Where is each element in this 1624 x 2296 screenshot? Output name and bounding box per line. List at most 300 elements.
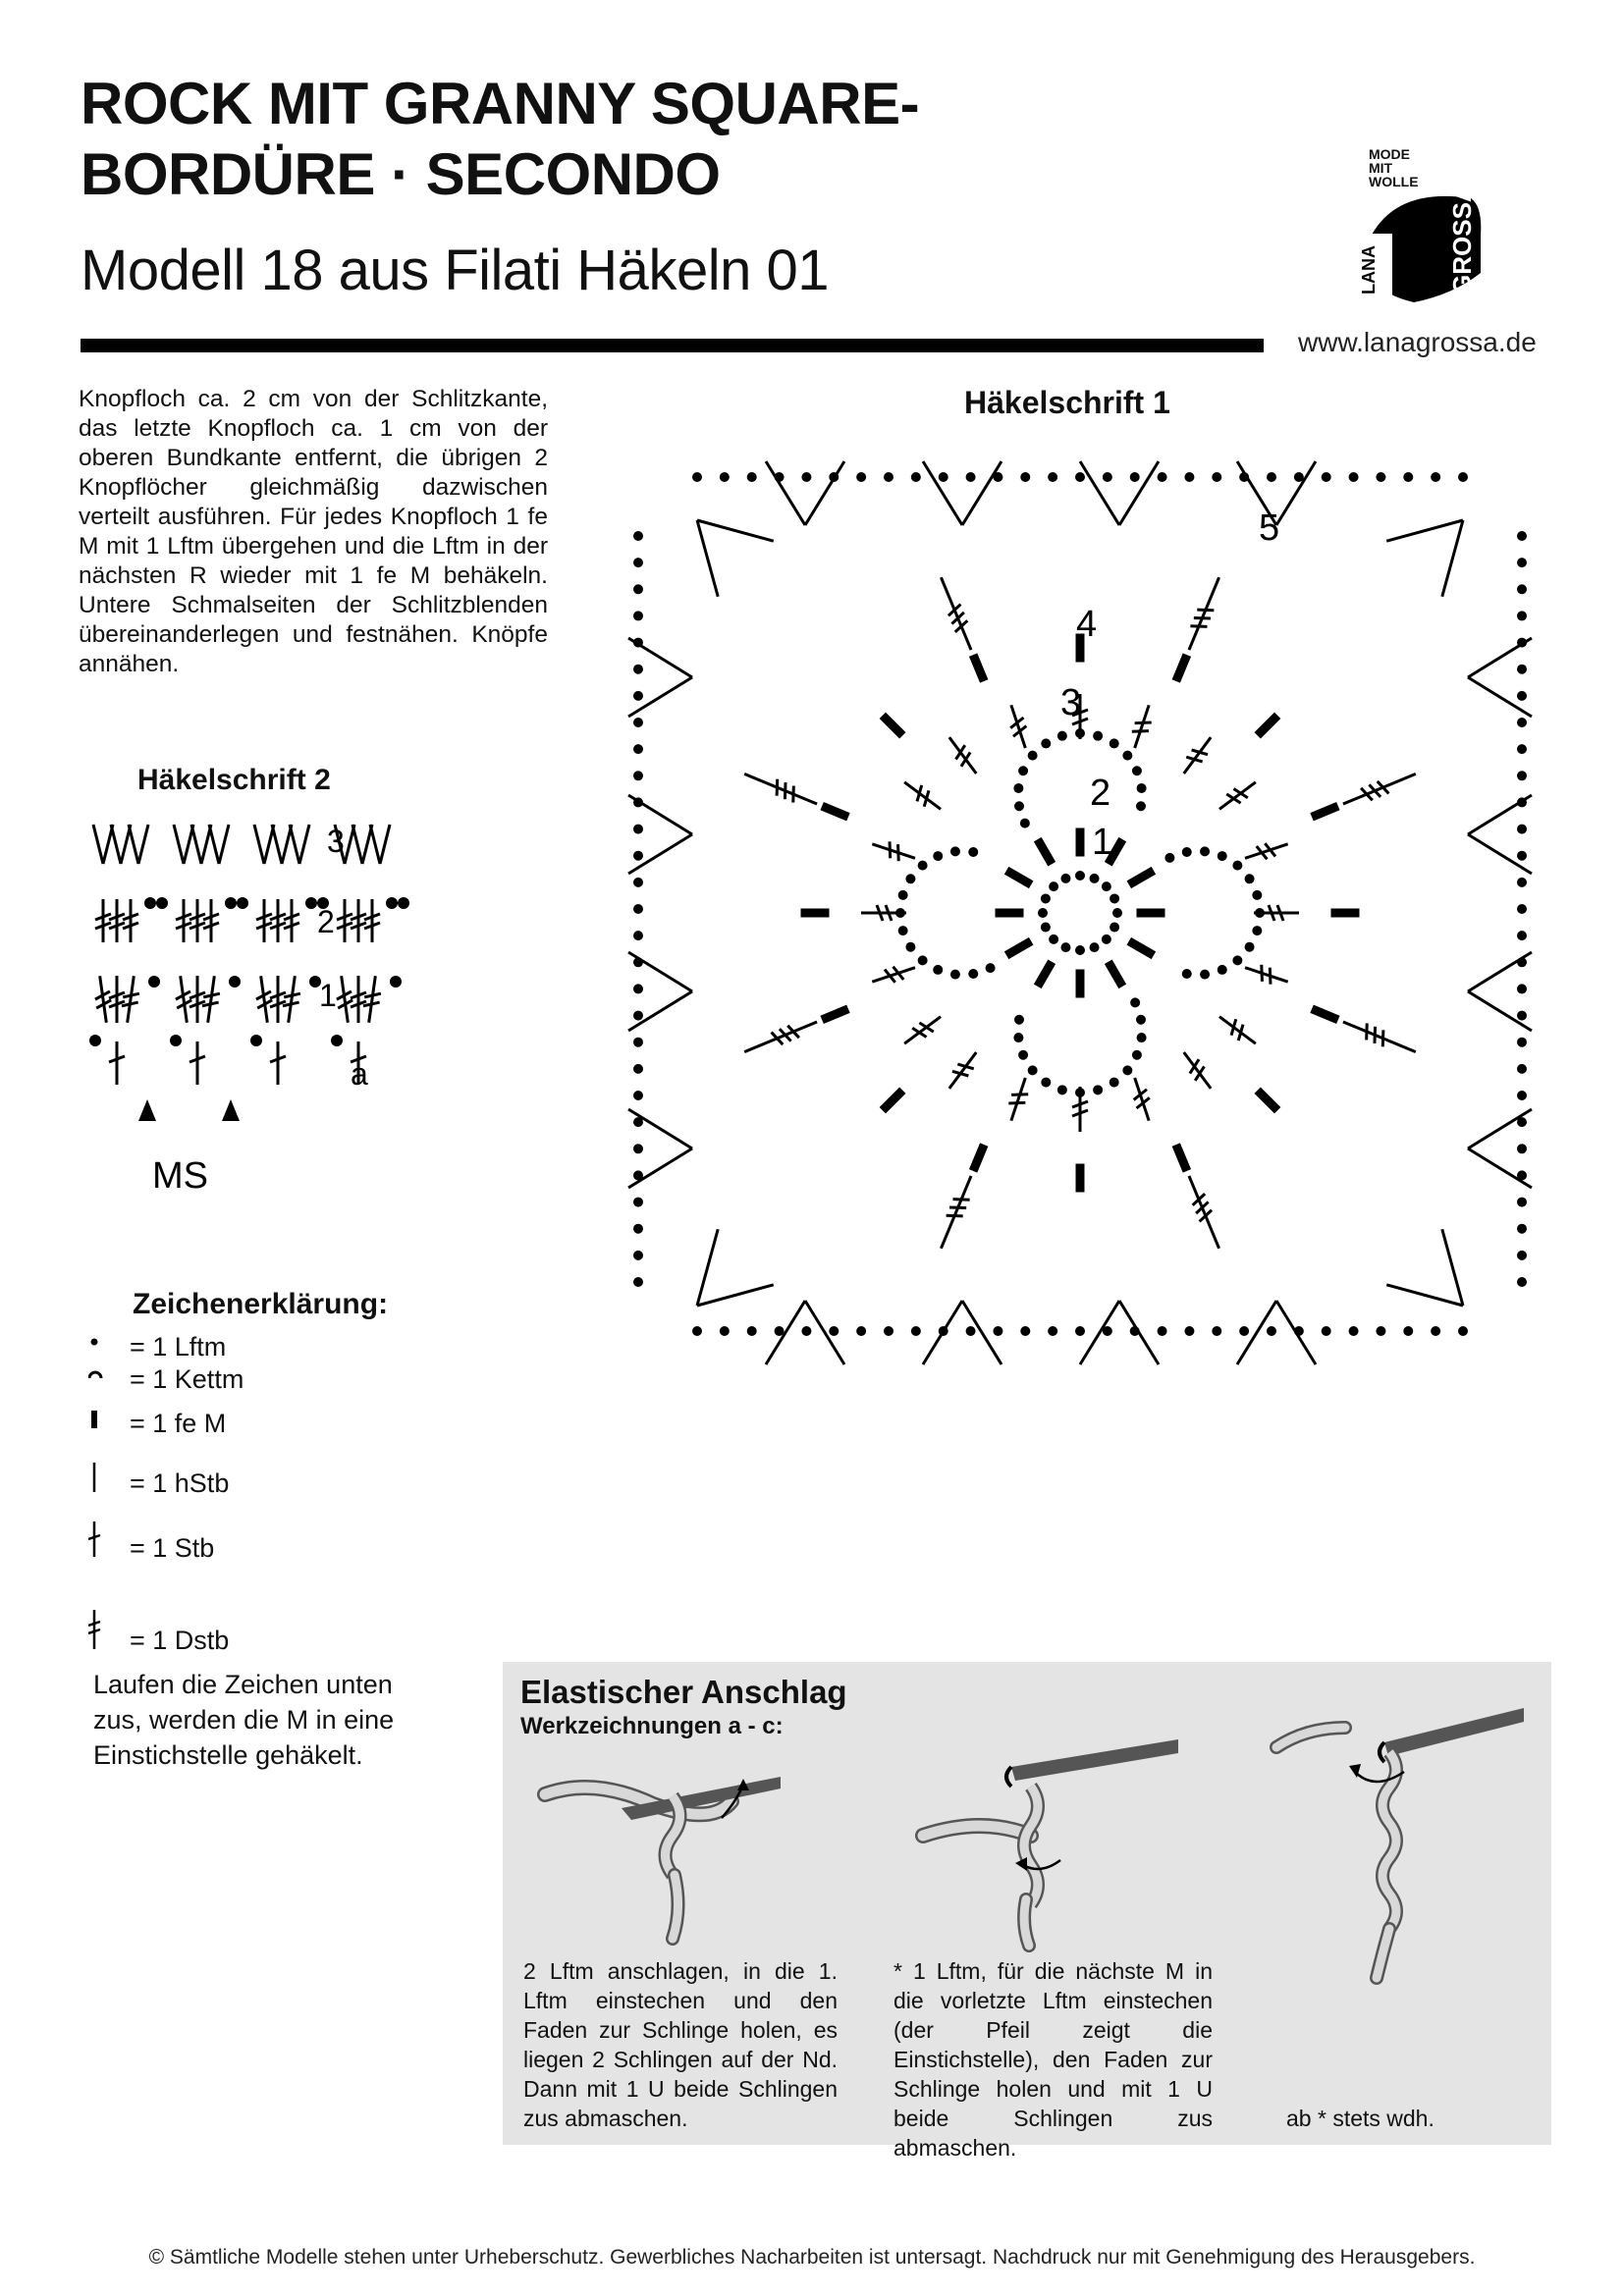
chain-stitch: [1028, 751, 1037, 760]
double-crochet-stitch: [1127, 703, 1157, 751]
chain-stitch: [634, 559, 643, 567]
chain-stitch: [1218, 852, 1226, 861]
double-crochet-stitch: [364, 899, 380, 942]
chain-stitch: [1518, 1038, 1527, 1046]
double-crochet-stitch: [1254, 905, 1299, 921]
chain-stitch: [1518, 1118, 1527, 1127]
repeat-label: MS: [152, 1155, 208, 1197]
corner-cluster: [1386, 493, 1490, 597]
chain-stitch: [1245, 875, 1254, 883]
chain-stitch: [1041, 923, 1050, 932]
chain-stitch: [1158, 473, 1166, 482]
double-crochet-stitch: [861, 905, 906, 921]
chain-stitch: [911, 1327, 920, 1336]
chain-stitch: [1518, 1011, 1527, 1020]
chain-stitch: [1518, 1198, 1527, 1206]
chain-stitch: [857, 1327, 866, 1336]
double-crochet-stitch: [256, 899, 272, 942]
double-crochet-stitch: [1177, 732, 1217, 777]
chain-stitch: [1518, 932, 1527, 940]
chain-stitch: [898, 890, 907, 899]
chain-stitch: [1094, 731, 1103, 740]
double-crochet-stitch: [1242, 836, 1290, 866]
logo-tagline: MODE MIT WOLLE: [1369, 146, 1419, 189]
chain-stitch: [720, 473, 729, 482]
chain-stitch: [906, 942, 915, 951]
single-crochet-stitch: [801, 909, 829, 917]
illustration-a: [535, 1747, 790, 1953]
double-crochet-stitch: [1072, 1087, 1088, 1132]
copyright-footer: © Sämtliche Modelle stehen unter Urheberschutz. Gewerbliches Nacharbeiten ist untersagt. Nachdruck nur mit Genehmigung des Herausgebers.: [148, 2246, 1476, 2269]
chain-stitch: [1090, 943, 1099, 952]
chain-stitch: [934, 965, 943, 974]
chain-stitch: [1518, 772, 1527, 780]
chain-stitch: [1137, 1034, 1146, 1042]
chart2-heading: Häkelschrift 2: [137, 764, 331, 796]
chain-stitch: [1057, 731, 1066, 740]
double-crochet-stitch: [203, 899, 219, 942]
double-crochet-stitch: [334, 975, 356, 1024]
chain-stitch: [1020, 819, 1029, 828]
chain-stitch: [1233, 956, 1242, 965]
chain-stitch: [1094, 1086, 1103, 1095]
chain-stitch: [969, 848, 978, 857]
chain-stitch: [969, 969, 978, 978]
double-crochet-stitch: [1182, 574, 1226, 653]
double-crochet-stitch: [253, 975, 276, 1024]
double-crochet-stitch: [870, 836, 918, 866]
chain-stitch: [634, 665, 643, 673]
corner-cluster: [670, 493, 774, 597]
legend-item-half: = 1 hStb: [88, 1463, 229, 1499]
chain-stitch: [634, 1251, 643, 1259]
chain-stitch: [1322, 473, 1330, 482]
single-crochet-stitch: [1106, 960, 1126, 988]
double-crochet-stitch: [1177, 1047, 1217, 1093]
double-crochet-stitch: [109, 976, 125, 1023]
chain-stitch: [388, 899, 397, 908]
granny-square-chart: [609, 442, 1551, 1384]
chain-stitch: [1322, 1327, 1330, 1336]
chain-stitch: [966, 1327, 975, 1336]
chain-stitch: [747, 473, 756, 482]
chain-stitch: [1132, 1050, 1141, 1059]
side-v-cluster: [1080, 461, 1159, 525]
double-crochet-stitch: [943, 732, 982, 777]
double-crochet-stitch: [899, 775, 945, 815]
chain-stitch: [1245, 942, 1254, 951]
chain-stitch: [1201, 970, 1210, 979]
chain-stitch: [885, 473, 893, 482]
chain-stitch: [1131, 998, 1140, 1007]
double-crochet-stitch: [92, 975, 115, 1024]
double-crochet-stitch: [189, 899, 205, 942]
chain-stitch: [1021, 1327, 1030, 1336]
single-crochet-stitch: [1172, 654, 1190, 682]
chain-stitch: [1518, 878, 1527, 886]
v-stitch: [93, 825, 103, 864]
chain-stitch: [1103, 473, 1111, 482]
chain-stitch: [172, 1037, 181, 1045]
v-stitch: [174, 825, 184, 864]
chain-stitch: [634, 1278, 643, 1287]
chain-stitch: [1090, 874, 1099, 882]
single-crochet-stitch: [1076, 828, 1084, 856]
svg-text:GROSSA: GROSSA: [1447, 184, 1477, 294]
chain-stitch: [1165, 853, 1174, 862]
corner-cluster: [1386, 1229, 1490, 1333]
chain-stitch: [802, 1327, 811, 1336]
chain-stitch: [634, 1224, 643, 1233]
panel-title: Elastischer Anschlag: [520, 1674, 847, 1710]
chain-stitch: [966, 473, 975, 482]
chain-stitch: [1404, 1327, 1413, 1336]
chain-stitch: [158, 899, 167, 908]
single-crochet-stitch: [1076, 1164, 1084, 1192]
double-crochet-stitch: [1003, 1075, 1033, 1123]
chain-stitch: [1158, 1327, 1166, 1336]
chain-stitch: [634, 985, 643, 993]
chain-stitch: [1518, 665, 1527, 673]
double-crochet-stitch: [1340, 767, 1419, 811]
chart1-heading: Häkelschrift 1: [964, 385, 1170, 420]
chain-stitch: [1041, 894, 1050, 903]
chain-stitch: [1268, 1327, 1276, 1336]
chain-stitch: [1057, 1086, 1066, 1095]
chain-stitch: [775, 1327, 784, 1336]
header-rule: [81, 339, 1264, 352]
single-crochet-stitch: [1035, 838, 1056, 866]
double-crochet-stitch: [109, 1041, 125, 1085]
chain-stitch: [634, 772, 643, 780]
chain-stitch: [1213, 473, 1221, 482]
double-crochet-stitch: [270, 976, 286, 1023]
side-v-cluster: [1237, 1301, 1316, 1364]
single-crochet-stitch: [996, 909, 1023, 917]
double-crochet-stitch: [281, 975, 303, 1024]
chain-stitch: [1123, 751, 1132, 760]
chain-stitch: [1518, 825, 1527, 833]
v-stitch: [254, 825, 264, 864]
double-crochet-stitch: [351, 899, 366, 942]
chain-stitch: [1136, 802, 1145, 811]
chain-dot-icon: [88, 1330, 130, 1356]
double-crochet-stitch: [943, 1047, 982, 1093]
single-crochet-stitch: [821, 1005, 849, 1023]
v-stitch: [138, 825, 148, 864]
single-crochet-stitch: [1331, 909, 1359, 917]
chain-stitch: [634, 1145, 643, 1153]
chain-stitch: [1076, 473, 1085, 482]
chain-stitch: [1201, 847, 1210, 856]
round-label-4: 4: [1076, 604, 1098, 645]
chain-stitch: [227, 899, 236, 908]
v-stitch: [380, 825, 390, 864]
illustration-b: [913, 1728, 1188, 1953]
double-crochet-stitch: [1340, 1015, 1419, 1059]
treble-icon: [88, 1610, 130, 1649]
chain-stitch: [1518, 905, 1527, 914]
chain-stitch: [634, 1011, 643, 1020]
chain-stitch: [634, 745, 643, 754]
chain-stitch: [1132, 767, 1141, 775]
chain-stitch: [1103, 1327, 1111, 1336]
chain-stitch: [1061, 874, 1070, 882]
chain-stitch: [146, 899, 155, 908]
chain-stitch: [1268, 473, 1276, 482]
double-crochet-stitch: [1003, 703, 1033, 751]
chain-stitch: [1518, 559, 1527, 567]
chain-stitch: [400, 899, 408, 908]
double-crochet-stitch: [1127, 1075, 1157, 1123]
title-line-1: ROCK MIT GRANNY SQUARE-: [81, 71, 920, 136]
chain-stitch: [1110, 923, 1119, 932]
double-crochet-stitch: [934, 1173, 978, 1252]
single-crochet-stitch: [1005, 938, 1033, 959]
chain-stitch: [634, 932, 643, 940]
round-label-2: 2: [1090, 773, 1111, 814]
single-crochet-stitch: [1172, 1144, 1190, 1172]
v-stitch: [299, 825, 309, 864]
double-crochet-stitch: [351, 976, 366, 1023]
chain-stitch: [1182, 848, 1191, 857]
chain-stitch: [1518, 532, 1527, 541]
chain-stitch: [1049, 473, 1057, 482]
v-stitch: [191, 825, 201, 864]
chain-stitch: [1518, 851, 1527, 860]
chain-stitch: [634, 585, 643, 594]
panel-subtitle: Werkzeichnungen a - c:: [520, 1713, 784, 1739]
round-label-1: 1: [1092, 822, 1113, 863]
chain-stitch: [1240, 1327, 1249, 1336]
legend-item-double: = 1 Stb: [88, 1522, 214, 1564]
chain-stitch: [634, 691, 643, 700]
chain-stitch: [934, 852, 943, 861]
chain-stitch: [634, 878, 643, 886]
chain-stitch: [1123, 1066, 1132, 1075]
side-v-cluster: [923, 1301, 1001, 1364]
chain-stitch: [1042, 739, 1051, 748]
side-v-cluster: [1080, 1301, 1159, 1364]
single-crochet-stitch: [821, 803, 849, 821]
chain-stitch: [1102, 882, 1110, 891]
chain-stitch: [1233, 861, 1242, 870]
chain-stitch: [634, 1198, 643, 1206]
single-crochet-stitch: [1137, 909, 1164, 917]
chain-stitch: [231, 978, 240, 987]
double-icon: [88, 1522, 130, 1557]
chain-stitch: [898, 927, 907, 935]
single-crochet-icon: [88, 1407, 130, 1432]
legend-item-single: = 1 fe M: [88, 1407, 226, 1439]
chain-stitch: [1518, 745, 1527, 754]
v-stitch: [219, 825, 229, 864]
chain-stitch: [911, 473, 920, 482]
chain-stitch: [1294, 473, 1303, 482]
svg-text:LANA: LANA: [1359, 245, 1379, 294]
chain-stitch: [1377, 1327, 1385, 1336]
double-crochet-stitch: [1215, 775, 1260, 815]
chain-stitch: [1518, 719, 1527, 727]
row-label-3: 3: [327, 824, 345, 859]
chain-stitch: [1432, 473, 1440, 482]
chain-stitch: [252, 1037, 261, 1045]
chain-stitch: [1185, 1327, 1194, 1336]
chain-stitch: [747, 1327, 756, 1336]
chain-stitch: [1349, 473, 1358, 482]
chain-stitch: [950, 847, 959, 856]
chain-stitch: [1039, 909, 1048, 918]
chain-stitch: [986, 964, 995, 973]
chain-stitch: [1113, 909, 1122, 918]
chain-stitch: [1137, 783, 1146, 792]
half-double-icon: [88, 1463, 130, 1492]
double-crochet-stitch: [741, 767, 820, 811]
chain-stitch: [1061, 943, 1070, 952]
double-crochet-stitch: [95, 899, 111, 942]
slip-stitch-icon: [88, 1362, 130, 1388]
row-label-2: 2: [317, 904, 335, 939]
double-crochet-stitch: [284, 899, 299, 942]
chain-stitch: [906, 875, 915, 883]
single-crochet-stitch: [1255, 713, 1279, 737]
border-chart: [83, 805, 457, 1217]
chain-stitch: [1518, 1251, 1527, 1259]
chain-stitch: [1518, 985, 1527, 993]
v-stitch: [290, 825, 299, 864]
round-label-5: 5: [1259, 507, 1280, 549]
single-crochet-stitch: [970, 1144, 988, 1172]
chain-stitch: [1110, 894, 1119, 903]
double-crochet-stitch: [189, 1041, 205, 1085]
chain-stitch: [1015, 1015, 1024, 1024]
chain-stitch: [150, 978, 159, 987]
chain-stitch: [1459, 473, 1468, 482]
chain-stitch: [830, 1327, 839, 1336]
side-v-cluster: [923, 461, 1001, 525]
chain-stitch: [634, 1118, 643, 1127]
chain-stitch: [918, 956, 927, 965]
chain-stitch: [885, 1327, 893, 1336]
chain-stitch: [1377, 473, 1385, 482]
chain-stitch: [1014, 1034, 1023, 1042]
chain-stitch: [634, 719, 643, 727]
chain-stitch: [918, 861, 927, 870]
chain-stitch: [1349, 1327, 1358, 1336]
chain-stitch: [239, 899, 247, 908]
page-title: [81, 69, 919, 210]
chain-stitch: [1518, 585, 1527, 594]
chain-stitch: [1130, 473, 1139, 482]
single-crochet-stitch: [970, 654, 988, 682]
chain-stitch: [1518, 691, 1527, 700]
chain-stitch: [1218, 965, 1226, 974]
double-crochet-stitch: [337, 899, 352, 942]
v-stitch: [209, 825, 219, 864]
double-crochet-stitch: [120, 975, 142, 1024]
chain-stitch: [1050, 934, 1058, 943]
chain-stitch: [1028, 1066, 1037, 1075]
website-link[interactable]: www.lanagrossa.de: [1298, 327, 1537, 357]
single-crochet-stitch: [1127, 868, 1155, 888]
double-crochet-stitch: [270, 899, 286, 942]
double-crochet-stitch: [1242, 960, 1290, 989]
step-a-text: 2 Lftm anschlagen, in die 1. Lftm einstechen und den Faden zur Schlinge holen, es liegen 2 Schlingen auf der Nd. Dann mit 1 U beide Schlingen zus abmaschen.: [523, 1958, 838, 2131]
row-label-a: a: [351, 1056, 368, 1092]
v-stitch: [129, 825, 138, 864]
chain-stitch: [693, 473, 702, 482]
double-crochet-stitch: [899, 1010, 945, 1049]
page-subtitle: Modell 18 aus Filati Häkeln 01: [81, 239, 829, 302]
single-crochet-stitch: [880, 1088, 904, 1112]
chain-stitch: [1518, 612, 1527, 620]
side-v-cluster: [766, 461, 844, 525]
chain-stitch: [857, 473, 866, 482]
chain-stitch: [1136, 1015, 1145, 1024]
chain-stitch: [802, 473, 811, 482]
corner-cluster: [670, 1229, 774, 1333]
single-crochet-stitch: [1076, 970, 1084, 997]
chain-stitch: [939, 473, 947, 482]
round-label-3: 3: [1060, 682, 1082, 723]
chain-stitch: [720, 1327, 729, 1336]
side-v-cluster: [1468, 638, 1532, 717]
double-crochet-stitch: [361, 975, 384, 1024]
chain-stitch: [333, 1037, 342, 1045]
v-stitch: [272, 825, 282, 864]
double-crochet-stitch: [176, 899, 191, 942]
chain-stitch: [1049, 1327, 1057, 1336]
v-stitch: [370, 825, 380, 864]
chain-stitch: [1253, 927, 1262, 935]
chain-stitch: [693, 1327, 702, 1336]
chain-stitch: [1253, 890, 1262, 899]
chain-stitch: [1518, 1064, 1527, 1073]
chain-stitch: [1042, 1078, 1051, 1087]
chain-stitch: [1518, 1278, 1527, 1287]
single-crochet-stitch: [1127, 938, 1155, 959]
single-crochet-stitch: [1311, 803, 1339, 821]
double-crochet-stitch: [200, 975, 223, 1024]
double-crochet-stitch: [1182, 1173, 1226, 1252]
step-b-text: * 1 Lftm, für die nächste M in die vorletzte Lftm einstechen (der Pfeil zeigt die Einstichstelle), den Faden zur Schlinge holen und mit 1 U beide Schlingen zus abmaschen.: [893, 1958, 1213, 2161]
chain-stitch: [1182, 969, 1191, 978]
legend-item-slip: = 1 Kettm: [88, 1362, 244, 1395]
legend-item-chain: = 1 Lftm: [88, 1330, 226, 1362]
chain-stitch: [1021, 473, 1030, 482]
chain-stitch: [1213, 1327, 1221, 1336]
double-crochet-stitch: [934, 574, 978, 653]
double-crochet-stitch: [870, 960, 918, 989]
double-crochet-stitch: [173, 975, 195, 1024]
chain-stitch: [1404, 473, 1413, 482]
single-crochet-stitch: [1005, 868, 1033, 888]
chain-stitch: [1432, 1327, 1440, 1336]
single-crochet-stitch: [1035, 960, 1056, 988]
chain-stitch: [1019, 767, 1028, 775]
step-c-text: ab * stets wdh.: [1286, 2106, 1435, 2131]
chain-stitch: [1076, 1327, 1085, 1336]
single-crochet-stitch: [1255, 1088, 1279, 1112]
legend-heading: Zeichenerklärung:: [133, 1288, 389, 1320]
chain-stitch: [1518, 1145, 1527, 1153]
double-crochet-stitch: [109, 899, 125, 942]
double-crochet-stitch: [270, 1041, 286, 1085]
chain-stitch: [1185, 473, 1194, 482]
chain-stitch: [634, 1092, 643, 1100]
single-crochet-stitch: [880, 713, 904, 737]
chain-stitch: [1014, 783, 1023, 792]
